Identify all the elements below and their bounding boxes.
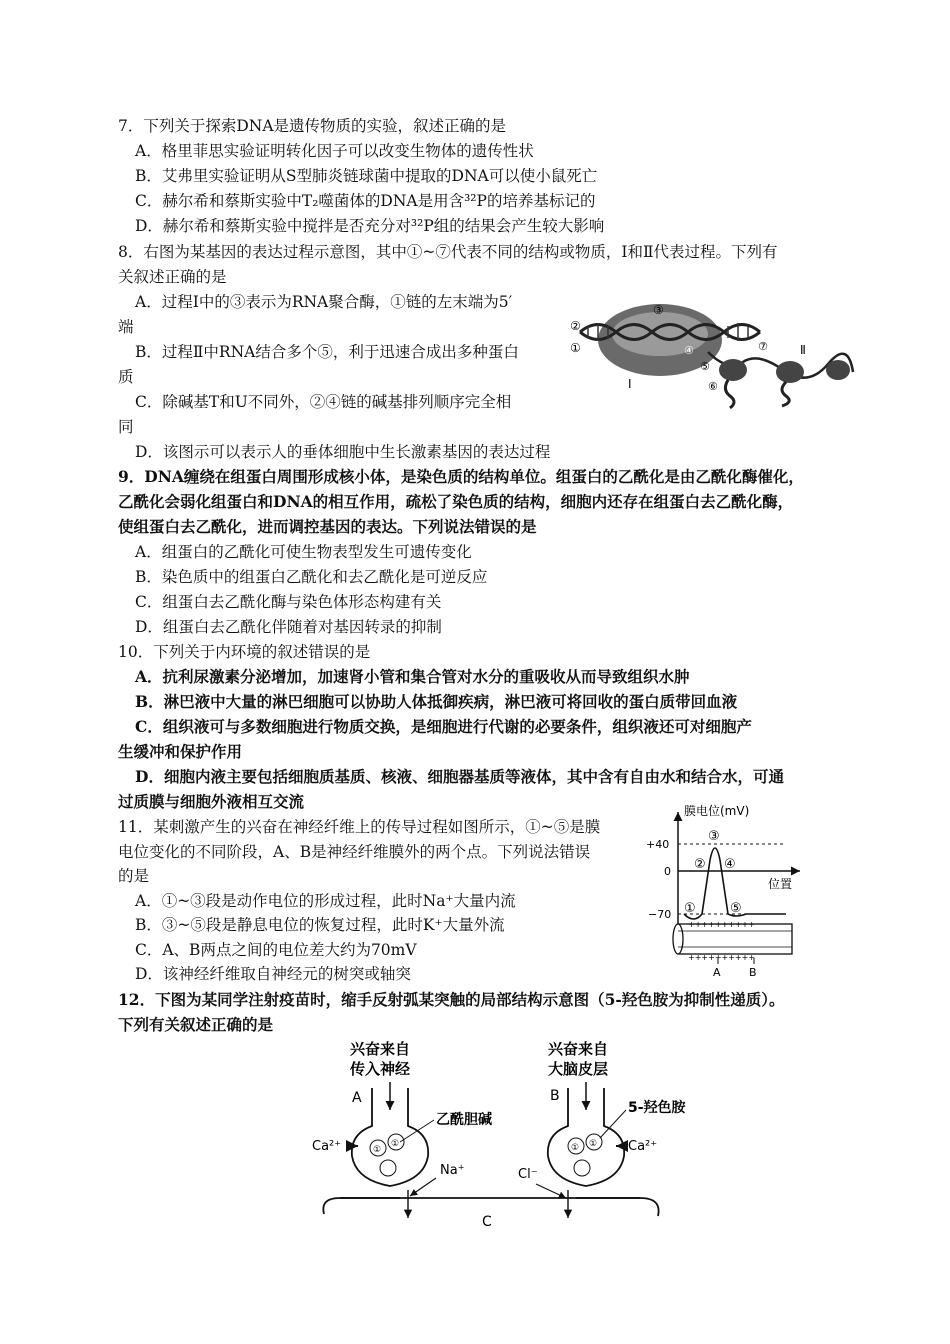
q9-stem-line1: 9．DNA缠绕在组蛋白周围形成核小体，是染色质的结构单位。组蛋白的乙酰化是由乙酰化酶催化， [118, 467, 804, 486]
fig8-label-process-1: Ⅰ [628, 377, 632, 391]
left-title-line1: 兴奋来自 [350, 1040, 411, 1058]
left-title-line2: 传入神经 [350, 1060, 411, 1078]
vesicle-mark: ① [373, 1145, 382, 1155]
stage-3-label: ③ [708, 829, 720, 844]
q11-option-d: D．该神经纤维取自神经元的树突或轴突 [135, 965, 411, 983]
polypeptide-chain [725, 380, 734, 408]
stage-4-label: ④ [724, 857, 736, 872]
tick-plus40: +40 [646, 838, 670, 851]
q7-option-a: A．格里菲思实验证明转化因子可以改变生物体的遗传性状 [135, 142, 534, 160]
ribosome [776, 361, 804, 383]
label-b: B [550, 1088, 560, 1104]
label-a: A [352, 1090, 362, 1106]
point-b-label: B [749, 966, 757, 979]
q10-option-d: D．细胞内液主要包括细胞质基质、核液、细胞器基质等液体，其中含有自由水和结合水，可通 [135, 767, 784, 786]
fiber-charges-top: ++++++++++ [688, 920, 756, 929]
axis-x-label: 位置 [768, 877, 793, 891]
gene-expression-figure [568, 292, 858, 412]
q11-option-a: A．①~③段是动作电位的形成过程，此时Na⁺大量内流 [135, 892, 516, 910]
q8-option-a: A．过程Ⅰ中的③表示为RNA聚合酶，①链的左末端为5′ [135, 293, 513, 311]
fig8-label-4: ④ [684, 344, 694, 357]
stage-2-label: ② [694, 857, 706, 872]
q9-option-d: D．组蛋白去乙酰化伴随着对基因转录的抑制 [135, 618, 442, 636]
q11-stem-line1: 11．某刺激产生的兴奋在神经纤维上的传导过程如图所示，①~⑤是膜 [118, 818, 601, 836]
q10-option-d-cont: 过质膜与细胞外液相互交流 [118, 792, 305, 811]
q10-option-b: B．淋巴液中大量的淋巴细胞可以协助人体抵御疾病，淋巴液可将回收的蛋白质带回血液 [135, 692, 738, 711]
q10-option-c-cont: 生缓冲和保护作用 [118, 742, 243, 761]
q8-stem-line1: 8．右图为某基因的表达过程示意图，其中①~⑦代表不同的结构或物质，Ⅰ和Ⅱ代表过程。下列有 [118, 243, 778, 261]
q9-option-c: C．组蛋白去乙酰化酶与染色体形态构建有关 [135, 593, 442, 611]
q9-option-b: B．染色质中的组蛋白乙酰化和去乙酰化是可逆反应 [135, 568, 488, 586]
q11-stem-line2: 电位变化的不同阶段，A、B是神经纤维膜外的两个点。下列说法错误 [118, 843, 591, 861]
right-title-line2: 大脑皮层 [548, 1060, 609, 1078]
q7-option-c: C．赫尔希和蔡斯实验中T₂噬菌体的DNA是用含³²P的培养基标记的 [135, 192, 596, 210]
fig8-label-3: ③ [653, 303, 664, 317]
q7-option-d: D．赫尔希和蔡斯实验中搅拌是否充分对³²P组的结果会产生较大影响 [135, 217, 605, 235]
fig8-label-2: ② [570, 319, 581, 333]
q10-option-a: A．抗利尿激素分泌增加，加速肾小管和集合管对水分的重吸收从而导致组织水肿 [135, 667, 690, 686]
vesicle [380, 1160, 396, 1176]
q10-stem: 10．下列关于内环境的叙述错误的是 [118, 643, 371, 661]
q8-stem-line2: 关叙述正确的是 [118, 268, 227, 286]
q9-stem-line3: 使组蛋白去乙酰化，进而调控基因的表达。下列说法错误的是 [118, 517, 537, 536]
stage-1-label: ① [684, 901, 696, 916]
membrane-potential-figure [636, 800, 816, 980]
vesicle [574, 1160, 590, 1176]
tick-zero: 0 [664, 865, 671, 878]
synapse-figure [310, 1038, 686, 1238]
vesicle-mark: ① [391, 1139, 400, 1149]
q12-stem-line1: 12．下图为某同学注射疫苗时，缩手反射弧某突触的局部结构示意图（5-羟色胺为抑制性递质）。 [118, 990, 785, 1009]
q11-option-b: B．③~⑤段是静息电位的恢复过程，此时K⁺大量外流 [135, 916, 505, 934]
acetylcholine-label: 乙酰胆碱 [436, 1112, 492, 1128]
q8-option-c: C．除碱基T和U不同外，②④链的碱基排列顺序完全相 [135, 393, 512, 411]
label-c: C [482, 1214, 492, 1230]
q11-stem-line3: 的是 [118, 867, 150, 885]
q10-option-c: C．组织液可与多数细胞进行物质交换，是细胞进行代谢的必要条件，组织液还可对细胞产 [135, 717, 752, 736]
serotonin-label: 5-羟色胺 [628, 1100, 686, 1116]
fig8-label-7: ⑦ [758, 340, 768, 353]
right-title-line1: 兴奋来自 [548, 1040, 609, 1058]
q9-stem-line2: 乙酰化会弱化组蛋白和DNA的相互作用，疏松了染色质的结构，细胞内还存在组蛋白去乙酰化酶， [118, 492, 794, 511]
q7-stem: 7．下列关于探索DNA是遗传物质的实验，叙述正确的是 [118, 117, 507, 135]
q8-option-c-cont: 同 [118, 418, 134, 436]
fig8-label-process-2: Ⅱ [800, 343, 806, 357]
q8-option-d: D．该图示可以表示人的垂体细胞中生长激素基因的表达过程 [135, 443, 551, 461]
fig8-label-6: ⑥ [708, 380, 718, 393]
tick-minus70: −70 [648, 908, 672, 921]
ribosome [826, 360, 850, 380]
polypeptide-chain [782, 382, 789, 406]
q8-option-b: B．过程Ⅱ中RNA结合多个⑤，利于迅速合成出多种蛋白 [135, 343, 519, 361]
vesicle-mark: ① [589, 1139, 598, 1149]
q8-option-b-cont: 质 [118, 368, 134, 386]
q7-option-b: B．艾弗里实验证明从S型肺炎链球菌中提取的DNA可以使小鼠死亡 [135, 167, 598, 185]
axis-y-label: 膜电位(mV) [684, 804, 750, 818]
ribosome [719, 359, 747, 381]
fig8-label-1: ① [570, 341, 581, 355]
q11-option-c: C．A、B两点之间的电位差大约为70mV [135, 941, 417, 959]
calcium-ion-right: Ca²⁺ [628, 1139, 658, 1154]
chloride-ion: Cl⁻ [518, 1167, 538, 1182]
calcium-ion-left: Ca²⁺ [312, 1139, 342, 1154]
point-a-label: A [713, 966, 721, 979]
q9-option-a: A．组蛋白的乙酰化可使生物表型发生可遗传变化 [135, 543, 472, 561]
vesicle-mark: ① [571, 1143, 580, 1153]
fiber-charges-bottom: ++++++++++ [688, 953, 756, 962]
stage-5-label: ⑤ [730, 901, 742, 916]
q12-stem-line2: 下列有关叙述正确的是 [118, 1015, 274, 1034]
sodium-ion: Na⁺ [440, 1163, 465, 1178]
q8-option-a-cont: 端 [118, 318, 134, 336]
fig8-label-5: ⑤ [700, 360, 710, 373]
